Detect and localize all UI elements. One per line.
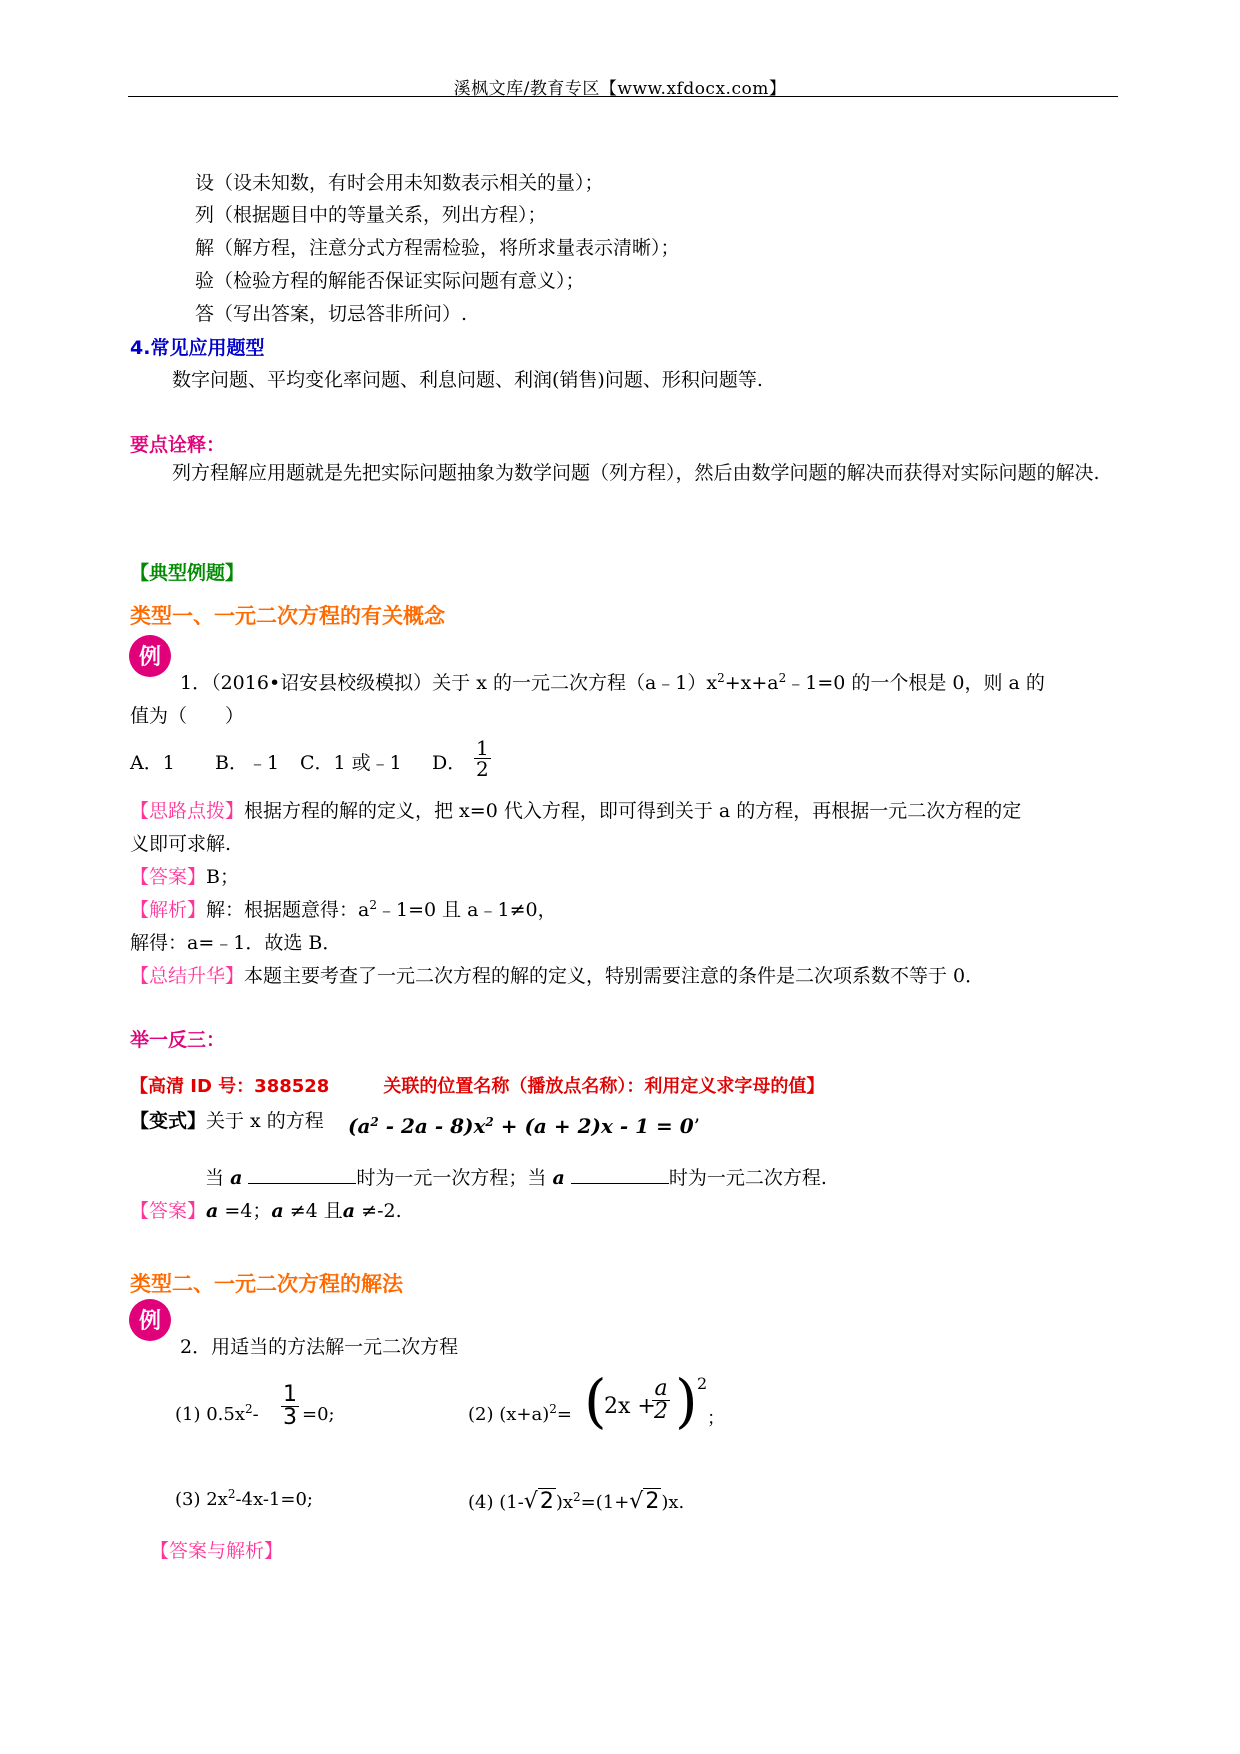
blank-1[interactable] xyxy=(248,1165,356,1184)
hd-id-line: 【高清 ID 号：388528 关联的位置名称（播放点名称）：利用定义求字母的值】 xyxy=(130,1076,825,1097)
step-check: 验（检验方程的解能否保证实际问题有意义）； xyxy=(195,270,585,292)
sqrt-1: √2 xyxy=(523,1489,554,1514)
example-badge-1 xyxy=(128,634,172,678)
analysis-line2: 解得：a=﹣1．故选 B． xyxy=(130,932,342,954)
problem-2-exp: 2 xyxy=(697,1374,708,1393)
keypoint-body: 列方程解应用题就是先把实际问题抽象为数学问题（列方程），然后由数学问题的解决而获得对实际问题的解决. xyxy=(172,462,1100,484)
problem-4: (4) (1-√2 )$x^2=(1+√2$ )x. xyxy=(468,1489,685,1514)
question-1: 1．（2016•诏安县校级模拟）关于 x 的一元二次方程$(a﹣1)x^2+x+a^2﹣1=0$ 的一个根是 0，则 a 的 xyxy=(180,671,1045,694)
problem-2-fraction: $\frac{a}{2}$ xyxy=(654,1376,668,1424)
header-divider xyxy=(128,96,1118,97)
step-solve: 解（解方程，注意分式方程需检验，将所求量表示清晰）； xyxy=(195,237,680,259)
variant-answer-tag: 【答案】 xyxy=(130,1200,207,1222)
option-d-fraction: $\frac{1}{2}$ xyxy=(476,736,489,781)
examples-heading: 【典型例题】 xyxy=(130,562,245,584)
variant-question: 【变式】关于 x 的方程 xyxy=(130,1110,324,1132)
svg-text:例: 例 xyxy=(138,1309,162,1334)
section-body: 数字问题、平均变化率问题、利息问题、利润(销售)问题、形积问题等. xyxy=(172,369,763,391)
page-header: 溪枫文库/教育专区【www.xfdocx.com】 xyxy=(453,79,787,99)
variant-title: 举一反三： xyxy=(130,1029,226,1051)
problem-2-inner: 2x + xyxy=(604,1394,656,1419)
option-b: B．﹣1 xyxy=(215,752,280,774)
analysis-tag: 【解析】 xyxy=(130,899,207,921)
step-set: 设（设未知数，有时会用未知数表示相关的量）； xyxy=(195,172,604,194)
answer-analysis-tag: 【答案与解析】 xyxy=(150,1540,284,1562)
problem-1-end: =0; xyxy=(302,1404,335,1425)
step-list: 列（根据题目中的等量关系，列出方程）； xyxy=(195,204,547,226)
section-title: 4.常见应用题型 xyxy=(130,337,265,359)
answer-line: 【答案】B； xyxy=(130,866,239,888)
variant-tag: 【变式】 xyxy=(130,1110,207,1132)
summary-line: 【总结升华】本题主要考查了一元二次方程的解的定义，特别需要注意的条件是二次项系数不等于 0． xyxy=(130,965,985,987)
question-2: 2．用适当的方法解一元二次方程 xyxy=(180,1336,459,1358)
hint-line: 【思路点拨】根据方程的解的定义，把 x=0 代入方程，即可得到关于 a 的方程，再根据一元二次方程的定 xyxy=(130,800,1022,822)
type2-title: 类型二、一元二次方程的解法 xyxy=(130,1272,403,1296)
option-d: D． xyxy=(432,752,467,774)
variant-line2: 当 a 时为一元一次方程；当 a 时为一元二次方程. xyxy=(205,1167,827,1189)
variant-answer: 【答案】a =4；a ≠4 且a ≠-2. xyxy=(130,1200,402,1222)
example-badge-2 xyxy=(128,1298,172,1342)
hint-tag: 【思路点拨】 xyxy=(130,800,245,822)
option-a: A．1 xyxy=(130,752,175,774)
sqrt-2: √2 xyxy=(629,1489,660,1514)
problem-1-fraction: $\frac{1}{3}$ xyxy=(283,1382,297,1430)
hint-line2: 义即可求解. xyxy=(130,833,232,855)
keypoint-title: 要点诠释： xyxy=(130,434,226,456)
answer-tag: 【答案】 xyxy=(130,866,207,888)
problem-2-rparen: ) xyxy=(675,1367,698,1435)
problem-3: (3) $2x^2-4x-1=0$; xyxy=(175,1487,313,1510)
question-1-line2: 值为（ ） xyxy=(130,705,245,727)
problem-1: (1) $0.5x^2-$ xyxy=(175,1402,259,1425)
problem-2-lparen: ( xyxy=(584,1367,607,1435)
problem-2-end: ； xyxy=(707,1408,725,1429)
analysis-line: 【解析】解：根据题意得：$a^2﹣1=0$ 且 a﹣1≠0， xyxy=(130,898,557,921)
step-answer: 答（写出答案，切忌答非所问）. xyxy=(195,303,468,325)
option-c: C．1 或﹣1 xyxy=(300,752,402,774)
blank-2[interactable] xyxy=(571,1165,669,1184)
problem-2: (2) $(x+a)^2=$ xyxy=(468,1402,572,1425)
svg-text:例: 例 xyxy=(138,645,162,670)
summary-tag: 【总结升华】 xyxy=(130,965,245,987)
variant-equation: $(a^2 - 2a - 8)x^2 + (a + 2)x - 1 = 0$’ xyxy=(348,1114,700,1138)
type1-title: 类型一、一元二次方程的有关概念 xyxy=(130,604,445,628)
